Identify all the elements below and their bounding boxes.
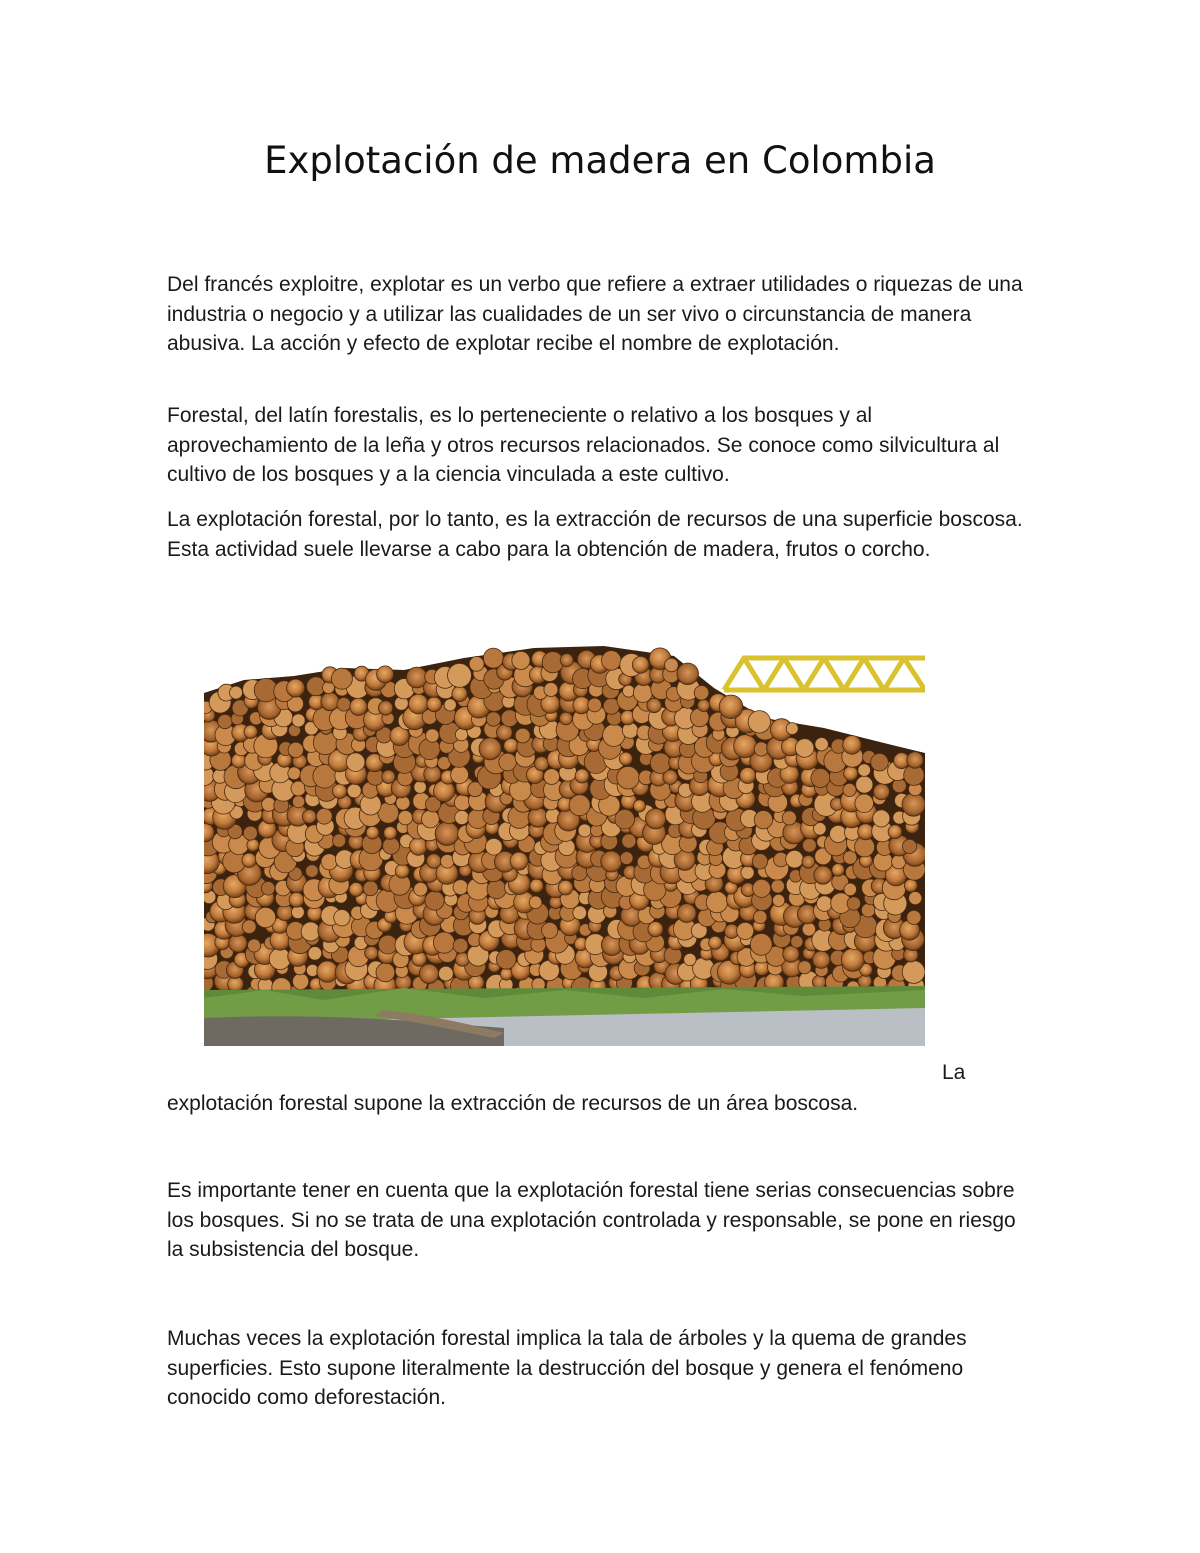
- log-end: [858, 824, 874, 840]
- log-end: [243, 826, 257, 840]
- log-end: [248, 939, 261, 952]
- log-end: [316, 808, 332, 824]
- paragraph-consecuencias: Es importante tener en cuenta que la explotación forestal tiene serias consecuencias sobre los bosques. Si no se trata de una explotación controlada y responsable, se pone en riesgo la subsistencia del bosque.: [167, 1179, 1016, 1261]
- log-end: [426, 729, 439, 742]
- log-end: [786, 723, 798, 735]
- log-end: [617, 766, 640, 789]
- log-end: [414, 882, 428, 896]
- log-end: [907, 910, 921, 924]
- log-end: [754, 811, 772, 829]
- log-end: [619, 752, 632, 765]
- log-end: [247, 839, 259, 851]
- log-end: [544, 683, 558, 697]
- log-end: [530, 879, 544, 893]
- log-end: [346, 753, 365, 772]
- log-end: [244, 725, 257, 738]
- log-end: [677, 663, 699, 685]
- log-end: [855, 794, 874, 813]
- log-end: [321, 693, 339, 711]
- paragraph-definition-forestal: Forestal, del latín forestalis, es lo perteneciente o relativo a los bosques y al aprovechamiento de la leña y otros recursos relacionados. Se conoce como silvicultura al cultivo de los bosques y a la ciencia vinculada a este cultivo.: [167, 404, 1000, 486]
- log-end: [528, 808, 548, 828]
- log-end: [534, 757, 548, 771]
- log-end: [499, 753, 517, 771]
- log-end: [856, 776, 873, 793]
- log-end: [377, 666, 394, 683]
- crane: [724, 658, 925, 690]
- log-end: [410, 838, 428, 856]
- log-end: [803, 838, 817, 852]
- log-end: [308, 947, 322, 961]
- log-end: [573, 906, 587, 920]
- log-end: [427, 854, 442, 869]
- log-end: [306, 865, 319, 878]
- log-end: [902, 793, 925, 816]
- log-end: [321, 854, 337, 870]
- log-end: [741, 866, 754, 879]
- log-end: [383, 838, 400, 855]
- log-end: [645, 809, 665, 829]
- log-end: [602, 651, 622, 671]
- log-end: [453, 880, 468, 895]
- log-end: [542, 922, 558, 938]
- log-end: [366, 826, 379, 839]
- image-caption-start: La: [942, 1061, 966, 1084]
- log-end: [798, 961, 811, 974]
- log-end: [414, 781, 426, 793]
- log-end: [378, 701, 392, 715]
- log-end: [811, 769, 830, 788]
- log-end: [902, 961, 925, 984]
- log-end: [861, 903, 875, 917]
- log-end: [486, 712, 500, 726]
- log-end: [485, 838, 502, 855]
- log-end: [814, 866, 832, 884]
- log-end: [479, 738, 501, 760]
- log-end: [903, 839, 917, 853]
- log-end: [419, 964, 438, 983]
- log-end: [709, 936, 722, 949]
- log-end: [409, 694, 429, 714]
- log-end: [650, 753, 670, 773]
- log-end: [791, 936, 803, 948]
- log-end: [750, 934, 772, 956]
- log-end: [229, 934, 247, 952]
- log-end: [218, 714, 232, 728]
- log-end: [448, 663, 472, 687]
- log-end: [349, 883, 363, 897]
- log-end: [454, 795, 470, 811]
- log-end: [786, 850, 804, 868]
- log-pile-photo: [204, 618, 925, 1046]
- log-end: [529, 896, 542, 909]
- log-end: [698, 699, 710, 711]
- log-end: [575, 769, 589, 783]
- log-end: [242, 853, 256, 867]
- log-end: [382, 770, 395, 783]
- log-end: [376, 963, 395, 982]
- log-end: [544, 769, 560, 785]
- log-end: [795, 739, 814, 758]
- log-end: [771, 880, 784, 893]
- log-end: [434, 781, 455, 802]
- log-end: [293, 973, 309, 989]
- log-end: [395, 864, 409, 878]
- log-end: [844, 883, 857, 896]
- log-end: [802, 923, 815, 936]
- log-end: [560, 712, 573, 725]
- paragraph-explotacion-forestal: La explotación forestal, por lo tanto, es la extracción de recursos de una superficie boscosa. Esta actividad suele llevarse a cabo para la obtención de madera, frutos o corcho.: [167, 508, 1023, 561]
- log-end: [332, 784, 346, 798]
- log-end: [288, 767, 301, 780]
- log-end: [830, 825, 847, 842]
- log-end: [425, 891, 444, 910]
- paragraph-definition-explotar: Del francés exploitre, explotar es un verbo que refiere a extraer utilidades o riquezas de una industria o negocio y a utilizar las cualidades de un ser vivo o circunstancia de manera abusiva. La acción y efecto de explotar recibe el nombre de explotación.: [167, 273, 1023, 355]
- log-end: [813, 951, 830, 968]
- log-end: [455, 810, 469, 824]
- log-end: [453, 938, 468, 953]
- log-end: [873, 784, 889, 800]
- log-end: [292, 906, 305, 919]
- log-end: [560, 654, 573, 667]
- log-end: [433, 932, 454, 953]
- log-end: [230, 686, 243, 699]
- log-end: [242, 920, 256, 934]
- log-end: [269, 948, 291, 970]
- log-end: [737, 922, 754, 939]
- log-end: [782, 811, 796, 825]
- log-end: [578, 824, 591, 837]
- log-end: [347, 784, 361, 798]
- log-end: [512, 651, 530, 669]
- log-end: [289, 892, 304, 907]
- log-end: [677, 904, 696, 923]
- log-end: [333, 834, 346, 847]
- log-end: [496, 950, 516, 970]
- log-end: [665, 658, 679, 672]
- log-end: [510, 852, 528, 870]
- log-end: [331, 668, 352, 689]
- log-end: [384, 827, 397, 840]
- log-end: [888, 825, 902, 839]
- log-end: [293, 796, 305, 808]
- log-end: [558, 880, 573, 895]
- log-end: [588, 698, 602, 712]
- log-end: [684, 953, 696, 965]
- log-end: [288, 742, 303, 757]
- log-end: [706, 891, 727, 912]
- log-end: [500, 968, 512, 980]
- log-end: [909, 892, 922, 905]
- log-end: [427, 697, 442, 712]
- log-end: [907, 752, 923, 768]
- log-end: [603, 724, 625, 746]
- log-end: [719, 695, 743, 719]
- log-end: [843, 851, 857, 865]
- log-end: [815, 738, 828, 751]
- log-end: [334, 910, 350, 926]
- page-title: Explotación de madera en Colombia: [264, 139, 936, 182]
- log-end: [847, 897, 860, 910]
- log-end: [287, 679, 305, 697]
- log-end: [435, 822, 459, 846]
- log-end: [871, 753, 889, 771]
- log-end: [452, 686, 467, 701]
- log-end: [773, 894, 785, 906]
- log-end: [817, 896, 833, 912]
- log-end: [350, 698, 367, 715]
- log-end: [802, 855, 815, 868]
- log-end: [620, 852, 633, 865]
- log-end: [843, 736, 862, 755]
- log-end: [363, 881, 378, 896]
- log-end: [754, 910, 767, 923]
- log-end: [748, 711, 770, 733]
- log-end: [734, 735, 757, 758]
- log-end: [444, 699, 456, 711]
- log-end: [753, 879, 771, 897]
- log-end: [904, 879, 917, 892]
- log-end: [292, 714, 305, 727]
- log-end: [504, 739, 518, 753]
- log-end: [841, 948, 864, 971]
- log-end: [487, 880, 506, 899]
- log-end: [844, 766, 858, 780]
- log-end: [439, 966, 454, 981]
- log-end: [483, 648, 503, 668]
- log-end: [873, 810, 890, 827]
- log-end: [858, 764, 871, 777]
- image-caption: explotación forestal supone la extracción de recursos de un área boscosa.: [167, 1092, 859, 1115]
- log-end: [633, 683, 652, 702]
- log-end: [648, 922, 663, 937]
- log-end: [843, 783, 856, 796]
- log-end: [783, 946, 799, 962]
- log-end: [632, 656, 649, 673]
- log-end: [261, 882, 275, 896]
- log-end: [451, 766, 469, 784]
- log-end: [455, 728, 467, 740]
- log-end: [365, 946, 378, 959]
- log-end: [406, 667, 427, 688]
- log-end: [469, 657, 484, 672]
- log-end: [694, 686, 709, 701]
- log-end: [337, 698, 351, 712]
- log-end: [302, 810, 316, 824]
- log-end: [398, 811, 412, 825]
- paragraph-deforestacion: Muchas veces la explotación forestal implica la tala de árboles y la quema de grandes superficies. Esto supone literalmente la destrucción del bosque y genera el fenómeno conocido como deforestación.: [167, 1327, 967, 1409]
- log-end: [832, 864, 845, 877]
- log-end: [752, 854, 767, 869]
- log-end: [378, 935, 397, 954]
- log-end: [422, 810, 440, 828]
- log-end: [255, 907, 275, 927]
- log-end: [301, 922, 320, 941]
- log-end: [633, 800, 645, 812]
- log-end: [601, 851, 622, 872]
- log-end: [515, 728, 530, 743]
